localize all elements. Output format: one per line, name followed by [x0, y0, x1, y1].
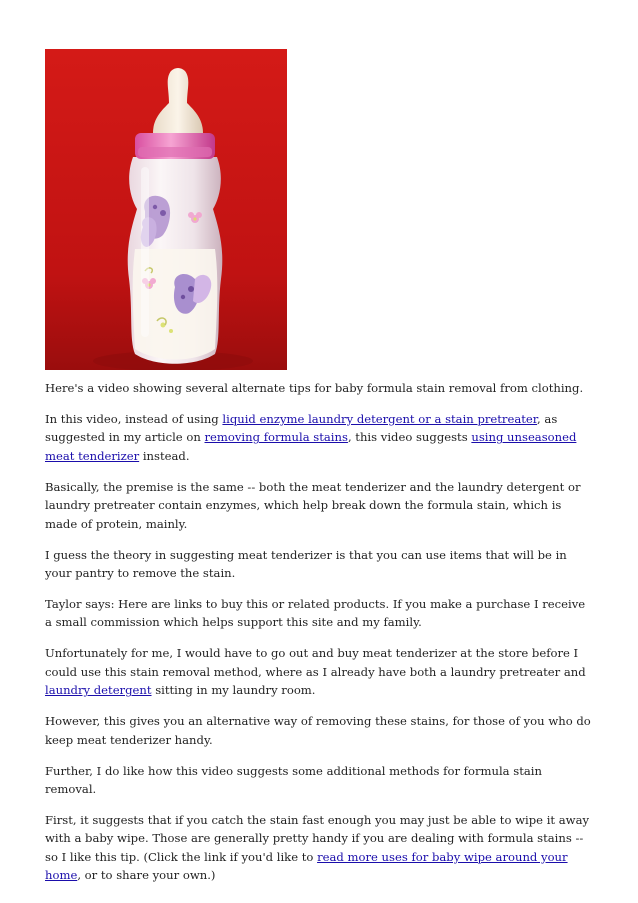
- paragraph-text: instead.: [139, 448, 190, 463]
- paragraph-text: Unfortunately for me, I would have to go out and buy meat tenderizer at the store before I could use this stain removal method, where as I already have both a laundry pretreater and: [45, 646, 586, 679]
- paragraph-video-alternative: [45, 410, 595, 465]
- link-meat-tenderizer[interactable]: using unseasoned meat tenderizer: [45, 430, 577, 463]
- paragraph-theory: I guess the theory in suggesting meat tenderizer is that you can use items that will be in your pantry to remove the stain.: [45, 547, 567, 581]
- link-liquid-enzyme-detergent[interactable]: liquid enzyme laundry detergent or a stain pretreater: [222, 412, 538, 426]
- paragraph-text: sitting in my laundry room.: [151, 683, 316, 698]
- link-laundry-detergent[interactable]: laundry detergent: [45, 683, 152, 698]
- article-body: [45, 379, 595, 897]
- paragraph-text: , as suggested in my article on: [45, 412, 558, 445]
- paragraph-premise: Basically, the premise is the same -- both the meat tenderizer and the laundry detergent or laundry pretreater contain enzymes, which help break down the formula stain, which is made of protein, mainly.: [45, 479, 581, 531]
- paragraph-first-tip: [45, 811, 595, 885]
- baby-bottle-photo: [45, 49, 287, 370]
- paragraph-text: , or to share your own.): [77, 868, 216, 883]
- link-removing-formula-stains[interactable]: removing formula stains: [204, 430, 348, 445]
- baby-bottle-image: [45, 49, 287, 370]
- paragraph-intro: Here's a video showing several alternate tips for baby formula stain removal from clothing.: [45, 381, 584, 395]
- paragraph-text: First, it suggests that if you catch the stain fast enough you may just be able to wipe it away with a baby wipe. Those are generally pretty handy if you are dealing with formula stains -- so I like this tip. (Click the link if you'd like to: [45, 813, 590, 864]
- paragraph-however: However, this gives you an alternative way of removing these stains, for those of you who do keep meat tenderizer handy.: [45, 714, 591, 747]
- paragraph-unfortunately: [45, 644, 595, 699]
- paragraph-text: In this video, instead of using: [45, 412, 223, 426]
- link-baby-wipe-uses[interactable]: read more uses for baby wipe around your home: [45, 849, 568, 883]
- paragraph-further: Further, I do like how this video suggests some additional methods for formula stain removal.: [45, 763, 542, 797]
- paragraph-text: , this video suggests: [347, 430, 472, 445]
- paragraph-affiliate-note: Taylor says: Here are links to buy this or related products. If you make a purchase I receive a small commission which helps support this site and my family.: [45, 597, 586, 630]
